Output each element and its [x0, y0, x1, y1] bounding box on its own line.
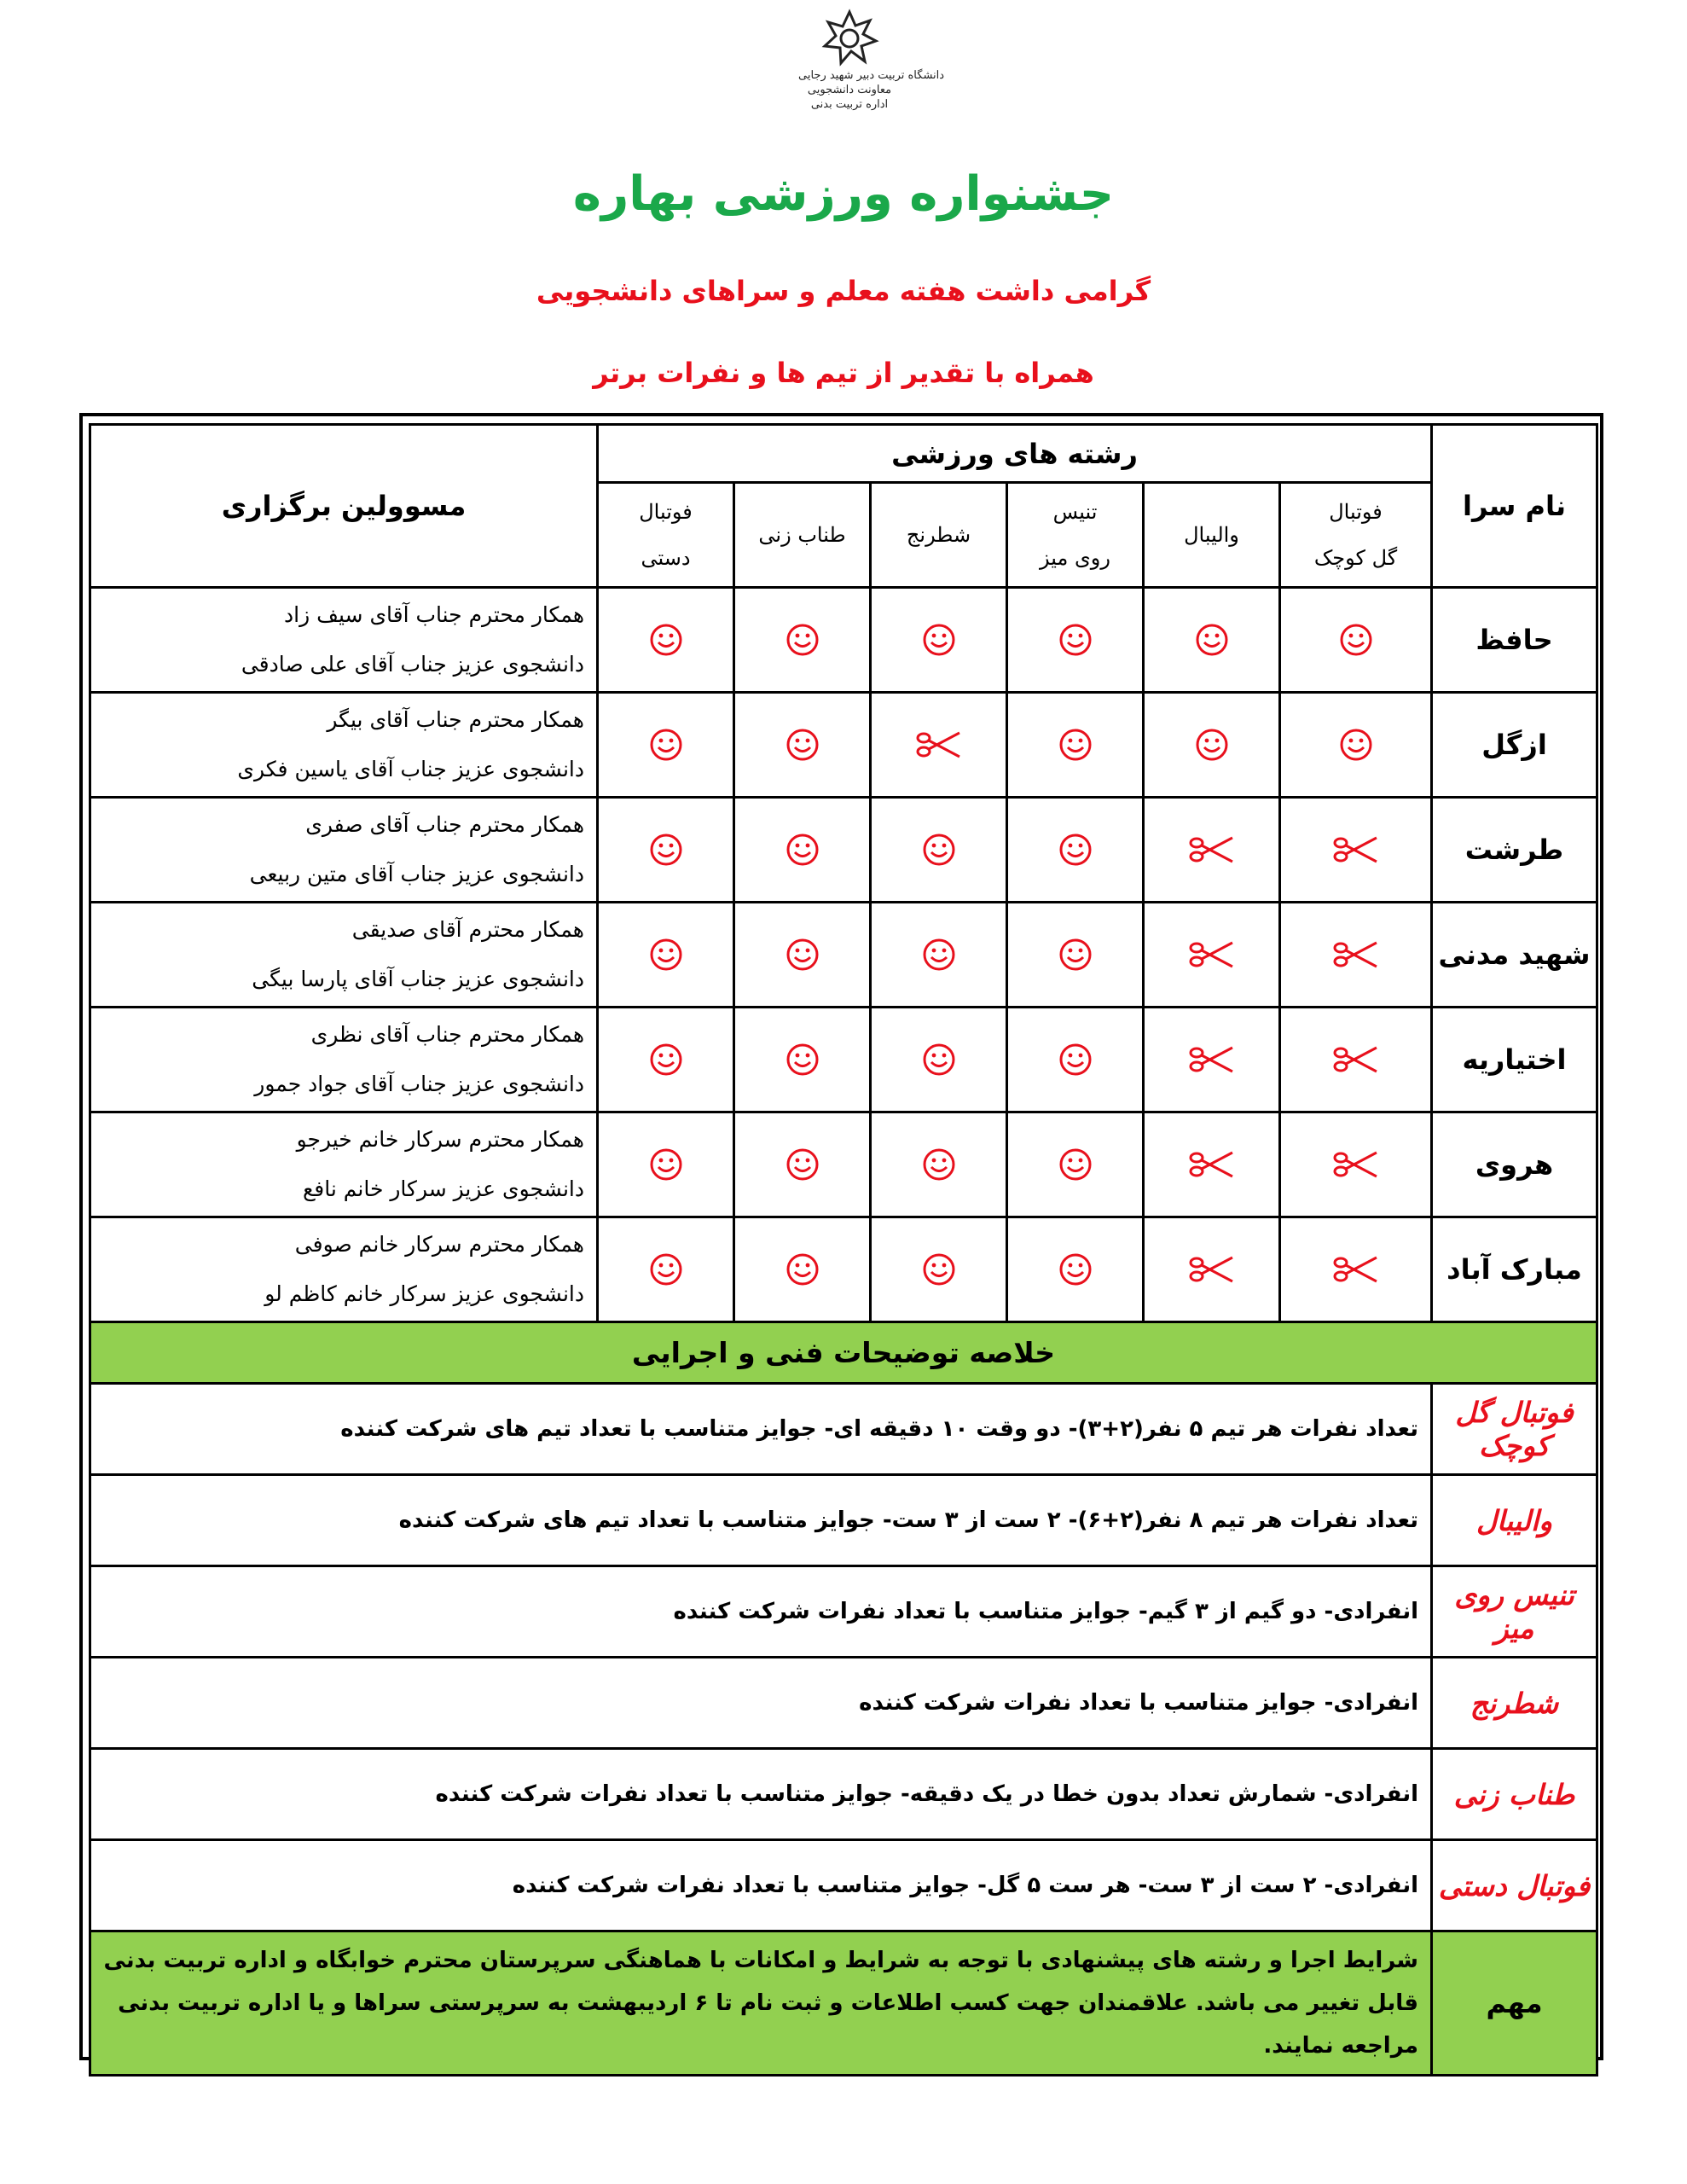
smiley-icon	[1281, 728, 1430, 762]
participation-cell	[734, 588, 871, 693]
scissors-icon	[1281, 938, 1430, 972]
summary-row	[90, 1384, 1597, 1475]
smiley-icon	[735, 1252, 869, 1287]
table-row	[90, 1217, 1597, 1322]
participation-cell	[1144, 1008, 1280, 1112]
participation-cell	[598, 798, 734, 903]
sport-header-table-tennis	[1007, 483, 1144, 588]
participation-cell	[871, 1112, 1007, 1217]
participation-cell	[1280, 1217, 1432, 1322]
smiley-icon	[735, 623, 869, 657]
organizers-cell	[90, 1217, 598, 1322]
summary-sport-name: والیبال	[1432, 1475, 1597, 1566]
sport-header-futsal	[1280, 483, 1432, 588]
scissors-icon	[1145, 938, 1278, 972]
student-organizer: دانشجوی عزیز سرکار خانم کاظم لو	[264, 1281, 584, 1306]
smiley-icon	[599, 1147, 733, 1182]
page-subtitle-2: همراه با تقدیر از تیم ها و نفرات برتر	[593, 357, 1094, 389]
hall-name: شهید مدنی	[1432, 903, 1597, 1008]
hall-name: اختیاریه	[1432, 1008, 1597, 1112]
participation-cell	[1144, 798, 1280, 903]
sport-header-volleyball	[1144, 483, 1280, 588]
summary-title-row	[90, 1322, 1597, 1384]
summary-sport-name: طناب زنی	[1432, 1749, 1597, 1840]
smiley-icon	[735, 1147, 869, 1182]
summary-row	[90, 1840, 1597, 1931]
participation-cell	[871, 1217, 1007, 1322]
smiley-icon	[735, 938, 869, 972]
participation-cell	[598, 1008, 734, 1112]
sport-header-chess	[871, 483, 1007, 588]
sport-header-line: شطرنج	[906, 523, 971, 547]
participation-cell	[1007, 1112, 1144, 1217]
summary-description: انفرادی- ۲ ست از ۳ ست- هر ست ۵ گل- جوایز متناسب با تعداد نفرات شرکت کننده	[90, 1840, 1432, 1931]
university-logo	[798, 9, 945, 145]
participation-cell	[1144, 903, 1280, 1008]
participation-cell	[1280, 798, 1432, 903]
smiley-icon	[1008, 623, 1142, 657]
participation-cell	[1007, 798, 1144, 903]
smiley-icon	[872, 1147, 1006, 1182]
scissors-icon	[1281, 1043, 1430, 1077]
staff-organizer: همکار محترم جناب آقای بیگر	[327, 707, 584, 732]
smiley-icon	[872, 938, 1006, 972]
participation-cell	[1007, 1217, 1144, 1322]
participation-cell	[598, 1112, 734, 1217]
organizers-cell	[90, 1008, 598, 1112]
participation-cell	[1144, 693, 1280, 798]
smiley-icon	[1281, 623, 1430, 657]
sport-header-line: دستی	[641, 546, 691, 570]
sport-header-line: فوتبال	[1329, 500, 1383, 524]
summary-sport-name: فوتبال گل کوچک	[1432, 1384, 1597, 1475]
smiley-icon	[599, 623, 733, 657]
student-organizer: دانشجوی عزیز جناب آقای علی صادقی	[241, 652, 584, 677]
smiley-icon	[1145, 728, 1278, 762]
smiley-icon	[599, 1252, 733, 1287]
summary-sport-name: شطرنج	[1432, 1658, 1597, 1749]
staff-organizer: همکار محترم جناب آقای صفری	[305, 812, 584, 837]
participation-cell	[734, 798, 871, 903]
sport-header-line: روی میز	[1040, 546, 1110, 570]
scissors-icon	[1145, 833, 1278, 867]
important-label: مهم	[1432, 1931, 1597, 2076]
participation-cell	[1007, 588, 1144, 693]
staff-organizer: همکار محترم جناب آقای نظری	[310, 1022, 584, 1047]
participation-cell	[1144, 588, 1280, 693]
smiley-icon	[735, 833, 869, 867]
hall-name: طرشت	[1432, 798, 1597, 903]
organizers-cell	[90, 1112, 598, 1217]
student-organizer: دانشجوی عزیز جناب آقای پارسا بیگی	[252, 967, 584, 991]
logo-text-university: دانشگاه تربیت دبیر شهید رجایی	[798, 69, 945, 82]
summary-row	[90, 1475, 1597, 1566]
participation-cell	[871, 693, 1007, 798]
participation-cell	[1280, 693, 1432, 798]
participation-cell	[598, 588, 734, 693]
sport-header-line: طناب زنی	[758, 523, 846, 547]
smiley-icon	[872, 1252, 1006, 1287]
student-organizer: دانشجوی عزیز سرکار خانم نافع	[302, 1176, 584, 1201]
smiley-icon	[872, 1043, 1006, 1077]
table-row	[90, 1112, 1597, 1217]
summary-description: انفرادی- شمارش تعداد بدون خطا در یک دقیقه- جوایز متناسب با تعداد نفرات شرکت کننده	[90, 1749, 1432, 1840]
participation-cell	[1280, 1008, 1432, 1112]
festival-table	[89, 423, 1598, 2077]
summary-description: انفرادی- دو گیم از ۳ گیم- جوایز متناسب با تعداد نفرات شرکت کننده	[90, 1566, 1432, 1658]
smiley-icon	[872, 833, 1006, 867]
col-header-organizers: مسوولین برگزاری	[90, 425, 598, 588]
scissors-icon	[1281, 1252, 1430, 1287]
staff-organizer: همکار محترم آقای صدیقی	[351, 917, 584, 942]
participation-cell	[1280, 903, 1432, 1008]
hall-name: حافظ	[1432, 588, 1597, 693]
sport-header-line: والیبال	[1184, 523, 1239, 547]
participation-cell	[1144, 1112, 1280, 1217]
participation-cell	[734, 693, 871, 798]
smiley-icon	[1008, 833, 1142, 867]
participation-cell	[734, 1112, 871, 1217]
staff-organizer: همکار محترم جناب آقای سیف زاد	[284, 602, 584, 627]
col-header-sports: رشته های ورزشی	[598, 425, 1432, 483]
student-organizer: دانشجوی عزیز جناب آقای متین ربیعی	[249, 862, 584, 886]
participation-cell	[871, 798, 1007, 903]
hall-name: ازگل	[1432, 693, 1597, 798]
table-row	[90, 588, 1597, 693]
participation-cell	[598, 1217, 734, 1322]
important-row	[90, 1931, 1597, 2076]
organizers-cell	[90, 903, 598, 1008]
scissors-icon	[872, 728, 1006, 762]
participation-cell	[1007, 903, 1144, 1008]
smiley-icon	[599, 833, 733, 867]
smiley-icon	[1008, 728, 1142, 762]
table-row	[90, 1008, 1597, 1112]
smiley-icon	[1008, 1043, 1142, 1077]
smiley-icon	[735, 728, 869, 762]
student-organizer: دانشجوی عزیز جناب آقای جواد جمور	[254, 1072, 584, 1096]
important-note: شرایط اجرا و رشته های پیشنهادی با توجه به شرایط و امکانات با هماهنگی سرپرستان محترم خوابگاه و اداره تربیت بدنی قابل تغییر می باشد. علاقمندان جهت کسب اطلاعات و ثبت نام تا ۶ اردیبهشت به سرپرستی سراها و یا اداره تربیت بدنی مراجعه نمایند.	[90, 1931, 1432, 2076]
summary-sport-name: فوتبال دستی	[1432, 1840, 1597, 1931]
smiley-icon	[735, 1043, 869, 1077]
participation-cell	[1007, 1008, 1144, 1112]
smiley-icon	[1008, 1252, 1142, 1287]
summary-title: خلاصه توضیحات فنی و اجرایی	[90, 1322, 1597, 1384]
participation-cell	[871, 1008, 1007, 1112]
scissors-icon	[1281, 833, 1430, 867]
scissors-icon	[1145, 1252, 1278, 1287]
student-organizer: دانشجوی عزیز جناب آقای یاسین فکری	[237, 757, 584, 781]
logo-text-office: اداره تربیت بدنی	[810, 98, 889, 111]
sport-header-rope-jumping	[734, 483, 871, 588]
participation-cell	[1007, 693, 1144, 798]
smiley-icon	[872, 623, 1006, 657]
staff-organizer: همکار محترم سرکار خانم صوفی	[294, 1232, 584, 1257]
table-row	[90, 693, 1597, 798]
logo-emblem-icon	[820, 9, 879, 68]
logo-text-deputy: معاونت دانشجویی	[807, 84, 892, 96]
scissors-icon	[1145, 1147, 1278, 1182]
col-header-hall: نام سرا	[1432, 425, 1597, 588]
organizers-cell	[90, 588, 598, 693]
sport-header-foosball	[598, 483, 734, 588]
sport-header-line: تنیس	[1052, 500, 1098, 524]
participation-cell	[734, 1008, 871, 1112]
summary-row	[90, 1749, 1597, 1840]
smiley-icon	[599, 1043, 733, 1077]
organizers-cell	[90, 693, 598, 798]
table-row	[90, 903, 1597, 1008]
scissors-icon	[1145, 1043, 1278, 1077]
participation-cell	[598, 693, 734, 798]
staff-organizer: همکار محترم سرکار خانم خیرجو	[296, 1127, 584, 1152]
smiley-icon	[599, 728, 733, 762]
scissors-icon	[1281, 1147, 1430, 1182]
summary-description: تعداد نفرات هر تیم ۵ نفر(۲+۳)- دو وقت ۱۰ دقیقه ای- جوایز متناسب با تعداد تیم های شرکت کننده	[90, 1384, 1432, 1475]
participation-cell	[598, 903, 734, 1008]
smiley-icon	[1145, 623, 1278, 657]
page-subtitle-1: گرامی داشت هفته معلم و سراهای دانشجویی	[536, 275, 1151, 307]
page-title: جشنواره ورزشی بهاره	[572, 166, 1115, 222]
participation-cell	[1280, 1112, 1432, 1217]
sport-header-line: فوتبال	[639, 500, 693, 524]
summary-row	[90, 1658, 1597, 1749]
smiley-icon	[1008, 1147, 1142, 1182]
smiley-icon	[599, 938, 733, 972]
participation-cell	[734, 1217, 871, 1322]
table-row	[90, 798, 1597, 903]
hall-name: مبارک آباد	[1432, 1217, 1597, 1322]
summary-row	[90, 1566, 1597, 1658]
sport-header-line: گل کوچک	[1313, 546, 1398, 570]
participation-cell	[1280, 588, 1432, 693]
participation-cell	[871, 588, 1007, 693]
hall-name: هروی	[1432, 1112, 1597, 1217]
summary-sport-name: تنیس روی میز	[1432, 1566, 1597, 1658]
organizers-cell	[90, 798, 598, 903]
participation-cell	[734, 903, 871, 1008]
participation-cell	[1144, 1217, 1280, 1322]
summary-description: تعداد نفرات هر تیم ۸ نفر(۲+۶)- ۲ ست از ۳ ست- جوایز متناسب با تعداد تیم های شرکت کننده	[90, 1475, 1432, 1566]
participation-cell	[871, 903, 1007, 1008]
summary-description: انفرادی- جوایز متناسب با تعداد نفرات شرکت کننده	[90, 1658, 1432, 1749]
smiley-icon	[1008, 938, 1142, 972]
